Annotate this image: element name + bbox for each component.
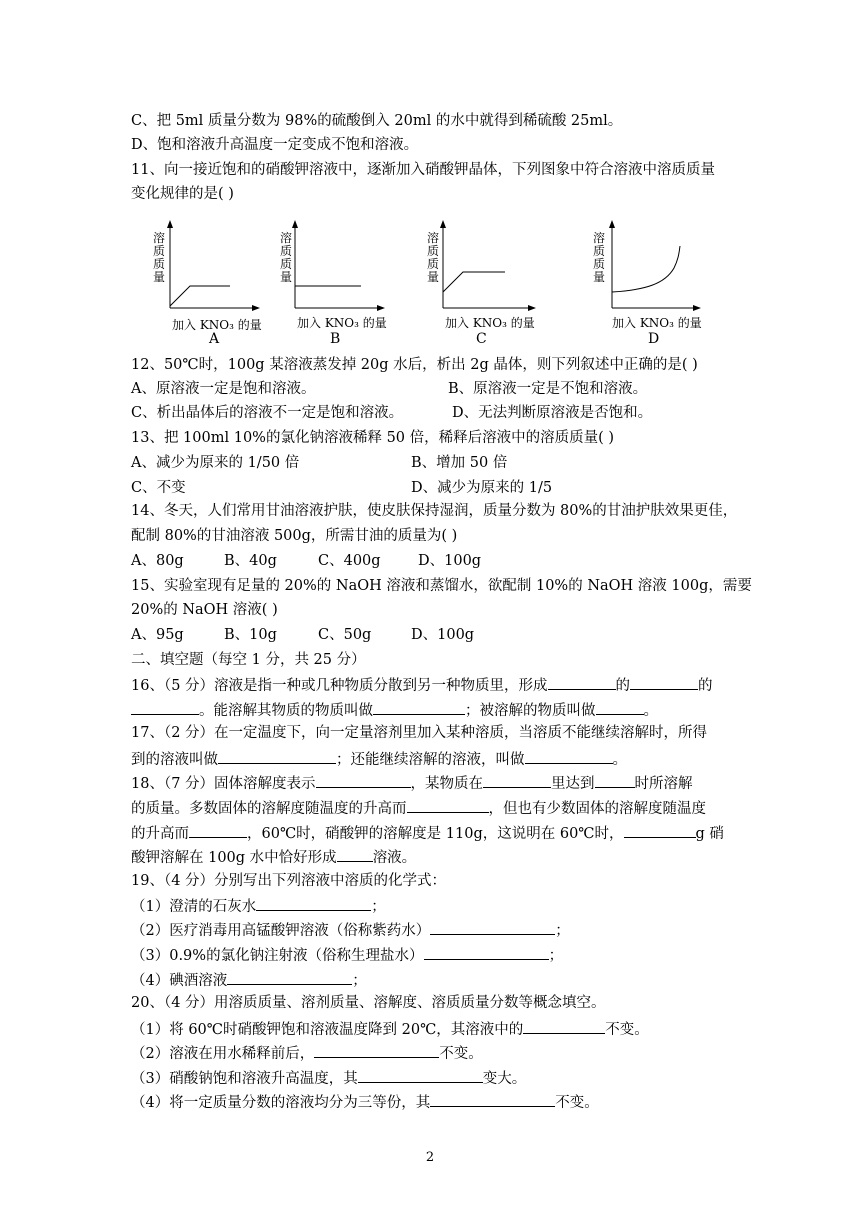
q13-option-d: D、减少为原来的 1/5 — [411, 480, 553, 496]
answer-blank[interactable] — [430, 920, 555, 935]
q20-text: 变大。 — [482, 1071, 527, 1087]
q19-item-1 — [131, 896, 386, 916]
answer-blank[interactable] — [373, 700, 465, 715]
q20-stem: 20、（4 分）用溶质质量、溶剂质量、溶解度、溶质质量分数等概念填空。 — [131, 995, 606, 1011]
y-label-char: 质 — [152, 244, 165, 258]
answer-blank[interactable] — [424, 945, 549, 960]
y-label-char: 质 — [279, 257, 292, 271]
answer-blank[interactable] — [525, 749, 613, 764]
q19-text: （4）碘酒溶液 — [131, 973, 228, 989]
graph-option-label: A — [209, 331, 220, 347]
q17-text-b: ；还能继续溶解的溶液，叫做 — [336, 752, 525, 768]
q12-option-a: A、原溶液一定是饱和溶液。 — [131, 381, 316, 397]
q15-stem-line1: 15、实验室现有足量的 20%的 NaOH 溶液和蒸馏水，欲配制 10%的 NaOH 溶液 100g，需要 — [131, 578, 752, 594]
q17-line1: 17、（2 分）在一定温度下，向一定量溶剂里加入某种溶质，当溶质不能继续溶解时，所得 — [131, 725, 708, 741]
q12-stem: 12、50℃时，100g 某溶液蒸发掉 20g 水后，析出 2g 晶体，则下列叙述中正确的是( ) — [131, 357, 698, 373]
graph-c — [423, 218, 573, 350]
q19-text: ； — [555, 923, 570, 939]
y-label-char: 质 — [426, 244, 439, 258]
y-label-char: 量 — [279, 270, 292, 284]
answer-blank[interactable] — [337, 847, 373, 862]
graph-b — [277, 218, 427, 350]
q16-text-f: 。 — [643, 703, 658, 719]
y-label-char: 溶 — [426, 231, 439, 245]
q18-text-k: 溶液。 — [372, 850, 417, 866]
q20-item-2 — [131, 1043, 483, 1063]
y-label-char: 质 — [279, 244, 292, 258]
q20-item-1 — [131, 1019, 649, 1039]
q12-option-b: B、原溶液一定是不饱和溶液。 — [448, 381, 648, 397]
q18-text-h: ，60℃时，硝酸钾的溶解度是 110g，这说明在 60℃时， — [247, 826, 624, 842]
q12-option-c: C、析出晶体后的溶液不一定是饱和溶液。 — [131, 405, 404, 421]
y-label-char: 量 — [592, 270, 605, 284]
q18-text-f: ，但也有少数固体的溶解度随温度 — [488, 801, 706, 817]
y-label-char: 溶 — [592, 231, 605, 245]
q15-option-d: D、100g — [411, 627, 475, 643]
page-number: 2 — [425, 1150, 435, 1165]
answer-blank[interactable] — [430, 1092, 555, 1107]
q18-line4 — [131, 847, 416, 867]
q14-stem-line2: 配制 80%的甘油溶液 500g，所需甘油的质量为( ) — [131, 528, 458, 544]
q19-text: （1）澄清的石灰水 — [131, 899, 257, 915]
q19-stem: 19、（4 分）分别写出下列溶液中溶质的化学式： — [131, 873, 447, 889]
q13-stem: 13、把 100ml 10%的氯化钠溶液稀释 50 倍，稀释后溶液中的溶质质量( ) — [131, 430, 615, 446]
graph-option-label: C — [476, 331, 487, 347]
q16-text-d: 。能溶解其物质的物质叫做 — [199, 703, 373, 719]
answer-blank[interactable] — [483, 773, 551, 788]
graph-option-label: B — [330, 331, 341, 347]
graph-d — [590, 218, 740, 350]
q18-text-g: 的升高而 — [131, 826, 189, 842]
q20-text: （4）将一定质量分数的溶液均分为三等份，其 — [131, 1095, 431, 1111]
q20-text: （2）溶液在用水稀释前后， — [131, 1046, 315, 1062]
q17-text-a: 到的溶液叫做 — [131, 752, 218, 768]
answer-blank[interactable] — [630, 675, 698, 690]
q14-stem-line1: 14、冬天，人们常用甘油溶液护肤，使皮肤保持湿润，质量分数为 80%的甘油护肤效果更佳， — [131, 503, 738, 519]
q19-item-4 — [131, 970, 367, 990]
q18-text-a: 18、（7 分）固体溶解度表示 — [131, 776, 316, 792]
graph-option-label: D — [648, 331, 660, 347]
q17-text-c: 。 — [612, 752, 627, 768]
q18-text-i: g 硝 — [695, 826, 724, 842]
q19-text: ； — [371, 899, 386, 915]
answer-blank[interactable] — [189, 823, 247, 838]
answer-blank[interactable] — [624, 823, 696, 838]
q19-text: （3）0.9%的氯化钠注射液（俗称生理盐水） — [131, 948, 424, 964]
q11-stem-line2: 变化规律的是( ) — [131, 186, 234, 202]
y-label-char: 质 — [592, 244, 605, 258]
q15-option-c: C、50g — [318, 627, 372, 643]
answer-blank[interactable] — [316, 773, 411, 788]
answer-blank[interactable] — [358, 1068, 483, 1083]
q20-item-4 — [131, 1092, 599, 1112]
x-axis-label: 加入 KNO₃ 的量 — [297, 316, 387, 330]
q16-text-a: 16、（5 分）溶液是指一种或几种物质分散到另一种物质里，形成 — [131, 678, 548, 694]
q19-item-3 — [131, 945, 563, 965]
answer-blank[interactable] — [131, 700, 199, 715]
q14-option-b: B、40g — [224, 553, 277, 569]
q19-item-2 — [131, 920, 570, 940]
q18-line2 — [131, 798, 706, 818]
q16-text-c: 的 — [698, 678, 713, 694]
q10-option-c: C、把 5ml 质量分数为 98%的硫酸倒入 20ml 的水中就得到稀硫酸 25ml。 — [131, 113, 623, 129]
q13-option-c: C、不变 — [131, 480, 186, 496]
q20-text: （1）将 60℃时硝酸钾饱和溶液温度降到 20℃，其溶液中的 — [131, 1022, 524, 1038]
q20-text: 不变。 — [605, 1022, 649, 1038]
q20-text: 不变。 — [439, 1046, 483, 1062]
answer-blank[interactable] — [314, 1043, 439, 1058]
q20-text: 不变。 — [555, 1095, 599, 1111]
q18-text-c: 里达到 — [551, 776, 595, 792]
y-label-char: 质 — [426, 257, 439, 271]
q18-line1 — [131, 773, 693, 793]
q16-text-e: ；被溶解的物质叫做 — [465, 703, 596, 719]
q14-option-d: D、100g — [418, 553, 482, 569]
answer-blank[interactable] — [256, 896, 371, 911]
q15-option-b: B、10g — [224, 627, 277, 643]
q13-option-b: B、增加 50 倍 — [411, 455, 508, 471]
answer-blank[interactable] — [407, 798, 489, 813]
q18-text-j: 酸钾溶解在 100g 水中恰好形成 — [131, 850, 337, 866]
answer-blank[interactable] — [218, 749, 336, 764]
answer-blank[interactable] — [596, 700, 644, 715]
q18-text-b: ，某物质在 — [410, 776, 484, 792]
y-label-char: 溶 — [152, 231, 165, 245]
x-axis-label: 加入 KNO₃ 的量 — [445, 316, 535, 330]
q16-line1 — [131, 675, 713, 695]
q18-line3 — [131, 823, 724, 843]
answer-blank[interactable] — [548, 675, 616, 690]
q20-item-3 — [131, 1068, 526, 1088]
q14-option-c: C、400g — [318, 553, 381, 569]
x-axis-label: 加入 KNO₃ 的量 — [172, 318, 262, 332]
q19-text: ； — [548, 948, 564, 964]
q20-text: （3）硝酸钠饱和溶液升高温度，其 — [131, 1071, 358, 1087]
answer-blank[interactable] — [523, 1019, 605, 1034]
answer-blank[interactable] — [227, 970, 352, 985]
q16-line2 — [131, 700, 658, 720]
q11-stem-line1: 11、向一接近饱和的硝酸钾溶液中，逐渐加入硝酸钾晶体，下列图象中符合溶液中溶质质量 — [131, 162, 715, 178]
q19-text: （2）医疗消毒用高锰酸钾溶液（俗称紫药水） — [131, 923, 431, 939]
q18-text-d: 时所溶解 — [634, 776, 693, 792]
section-title: 二、填空题（每空 1 分，共 25 分） — [131, 652, 366, 668]
graph-a — [148, 218, 298, 350]
q16-text-b: 的 — [615, 678, 631, 694]
y-label-char: 质 — [152, 257, 165, 271]
q12-option-d: D、无法判断原溶液是否饱和。 — [452, 405, 653, 421]
q14-option-a: A、80g — [131, 553, 184, 569]
q15-stem-line2: 20%的 NaOH 溶液( ) — [131, 602, 278, 618]
q19-text: ； — [352, 973, 367, 989]
q18-text-e: 的质量。多数固体的溶解度随温度的升高而 — [131, 801, 407, 817]
y-label-char: 溶 — [279, 231, 292, 245]
q11-graphs — [0, 218, 860, 350]
answer-blank[interactable] — [595, 773, 635, 788]
y-label-char: 量 — [426, 270, 439, 284]
q13-option-a: A、减少为原来的 1/50 倍 — [131, 455, 300, 471]
x-axis-label: 加入 KNO₃ 的量 — [612, 316, 702, 330]
y-label-char: 质 — [592, 257, 605, 271]
q15-option-a: A、95g — [131, 627, 184, 643]
q17-line2 — [131, 749, 627, 769]
q10-option-d: D、饱和溶液升高温度一定变成不饱和溶液。 — [131, 137, 419, 153]
y-label-char: 量 — [152, 270, 165, 284]
